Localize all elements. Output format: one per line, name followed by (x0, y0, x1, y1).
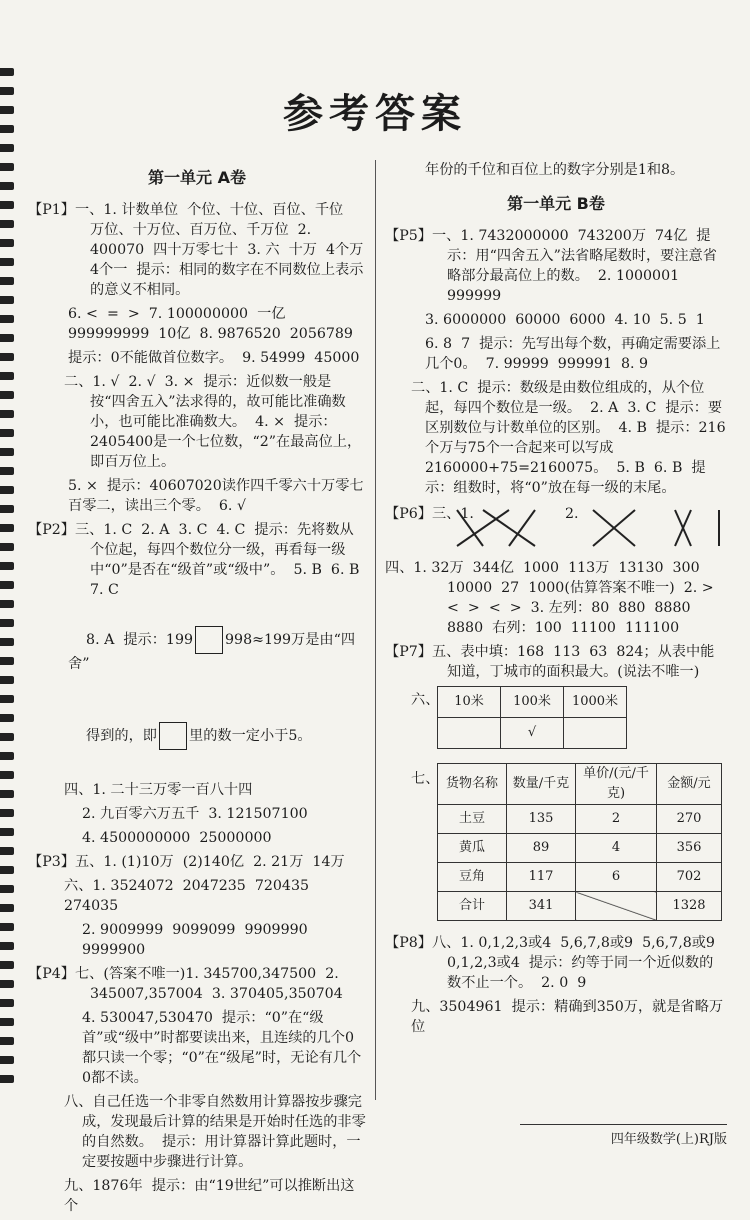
q8-line2-before: 得到的，即 (86, 728, 157, 744)
table-header: 100米 (501, 687, 564, 718)
answer-line: 四、1. 32万 344亿 1000 113万 13130 300 10000 27 1000(估算答案不唯一) 2. > < > < > 3. 左列：80 880 8880 8880 右列：100 11100 111100 (385, 560, 723, 636)
answer-line: 年份的千位和百位上的数字分别是1和8。 (425, 162, 685, 178)
q6-label: 六、 (411, 692, 440, 708)
table-cell: 合计 (438, 892, 507, 921)
answer-line: 6. < = > 7. 100000000 一亿 999999999 10亿 8. 9876520 2056789 (68, 306, 353, 342)
table-header: 10米 (438, 687, 501, 718)
answer-line: 九、1876年 提示：由“19世纪”可以推断出这个 (64, 1178, 355, 1214)
page-footer: 四年级数学(上)RJ版 (520, 1124, 727, 1147)
table-cell: 4 (576, 834, 657, 863)
answer-line: 六、1. 3524072 2047235 720435 274035 (64, 878, 319, 914)
table-cell: 豆角 (438, 863, 507, 892)
answer-line: 【P2】三、1. C 2. A 3. C 4. C 提示：先将数从个位起，每四个数位分一级，再看每一级中“0”是否在“级首”或“级中”。 5. B 6. B 7. C (28, 522, 369, 598)
answer-line-8b (28, 702, 366, 770)
answer-line: 6. 8 7 提示：先写出每个数，再确定需要添上几个0。 7. 99999 999991 8. 9 (425, 336, 721, 372)
table-cell: 1328 (657, 892, 722, 921)
table-cell: 土豆 (438, 805, 507, 834)
answer-line: 【P5】一、1. 7432000000 743200万 74亿 提示：用“四舍五入”法省略尾数时，要注意省略部分最高位上的数。 2. 1000001 999999 (385, 228, 717, 304)
answer-line-8 (28, 606, 366, 694)
table-cell: 117 (507, 863, 576, 892)
matching-diagram (385, 502, 727, 552)
length-table (437, 686, 627, 749)
answer-line: 【P8】八、1. 0,1,2,3或4 5,6,7,8或9 5,6,7,8或9 0,1,2,3或4 提示：约等于同一个近似数的数不止一个。 2. 0 9 (385, 935, 724, 991)
answer-line: 【P1】一、1. 计数单位 个位、十位、百位、千位 万位、十万位、百万位、千万位 2. 400070 四十万零七十 3. 六 十万 4个万 4个一 提示：相同的数字在不同数位上表示的意义不相同。 (28, 202, 373, 298)
answer-line: 【P7】五、表中填：168 113 63 824；从表中能知道，丁城市的面积最大。(说法不唯一) (385, 644, 715, 680)
table-cell: 89 (507, 834, 576, 863)
match-label-2: 2. (565, 506, 579, 522)
answer-line: 九、3504961 提示：精确到350万，就是省略万位 (411, 999, 724, 1035)
table-cell (438, 718, 501, 749)
matching-lines (385, 502, 727, 552)
table-header: 货物名称 (438, 764, 507, 805)
question-7 (385, 763, 727, 921)
match-label: 【P6】三、1. (385, 506, 474, 522)
table-cell: 2 (576, 805, 657, 834)
table-cell: 黄瓜 (438, 834, 507, 863)
table-cell: √ (501, 718, 564, 749)
answer-line: 二、1. √ 2. √ 3. × 提示：近似数一般是按“四舍五入”法求得的，故可能比准确数小，也可能比准确数大。 4. × 提示：2405400是一个七位数，“2”在最高位上，即百万位上。 (64, 374, 362, 470)
table-header: 数量/千克 (507, 764, 576, 805)
q7-label: 七、 (411, 771, 440, 787)
table-header: 1000米 (564, 687, 627, 718)
spiral-binding (0, 68, 18, 1108)
blank-box (195, 626, 223, 654)
answer-line: 2. 九百零六万五千 3. 121507100 (82, 806, 308, 822)
answer-line: 【P3】五、1. (1)10万 (2)140亿 2. 21万 14万 (28, 854, 345, 870)
table-header: 单价/(元/千克) (576, 764, 657, 805)
section-heading-a: 第一单元 A卷 (148, 168, 246, 187)
q8-text-after: 998≈199万是由“四舍” (68, 632, 356, 672)
question-6 (385, 686, 727, 749)
table-cell: 341 (507, 892, 576, 921)
answer-line: 4. 530047,530470 提示：“0”在“级首”或“级中”时都要读出来，且连续的几个0都只读一个零；“0”在“级尾”时，无论有几个0都不读。 (82, 1010, 362, 1086)
left-column (28, 160, 373, 1220)
table-cell: 135 (507, 805, 576, 834)
right-column (385, 160, 727, 1041)
answer-line: 二、1. C 提示：数级是由数位组成的，从个位起，每四个数位是一级。 2. A 3. C 提示：要区别数位与计数单位的区别。 4. B 提示：216个万与75个一合起来可以写成2160000+75=2160075。 5. B 6. B 提示：组数时，将“0”放在每一级的末尾。 (411, 380, 726, 496)
section-heading-b: 第一单元 B卷 (507, 194, 605, 213)
table-cell: 356 (657, 834, 722, 863)
blank-box (159, 722, 187, 750)
table-cell: 702 (657, 863, 722, 892)
answer-line: 5. × 提示：40607020读作四千零六十万零七百零二，读出三个零。 6. √ (68, 478, 364, 514)
q8-text-before: 8. A 提示：199 (86, 632, 194, 648)
page-title: 参考答案 (283, 91, 467, 137)
answer-line: 【P4】七、(答案不唯一)1. 345700,347500 2. 345007,357004 3. 370405,350704 (28, 966, 344, 1002)
answer-line: 2. 9009999 9099099 9909990 9999900 (82, 922, 317, 958)
q8-line2-after: 里的数一定小于5。 (189, 728, 312, 744)
answer-line: 四、1. 二十三万零一百八十四 (64, 782, 253, 798)
answer-line: 3. 6000000 60000 6000 4. 10 5. 5 1 (425, 312, 705, 328)
table-cell: 270 (657, 805, 722, 834)
table-cell-slashed (576, 892, 657, 921)
answer-line: 4. 4500000000 25000000 (82, 830, 272, 846)
answer-line: 八、自己任选一个非零自然数用计算器按步骤完成，发现最后计算的结果是开始时任选的非零的自然数。 提示：用计算器计算此题时，一定要按题中步骤进行计算。 (64, 1094, 366, 1170)
goods-table (437, 763, 722, 921)
answer-line: 提示：0不能做首位数字。 9. 54999 45000 (68, 350, 360, 366)
column-divider (375, 160, 376, 1100)
table-header: 金额/元 (657, 764, 722, 805)
table-cell: 6 (576, 863, 657, 892)
table-cell (564, 718, 627, 749)
